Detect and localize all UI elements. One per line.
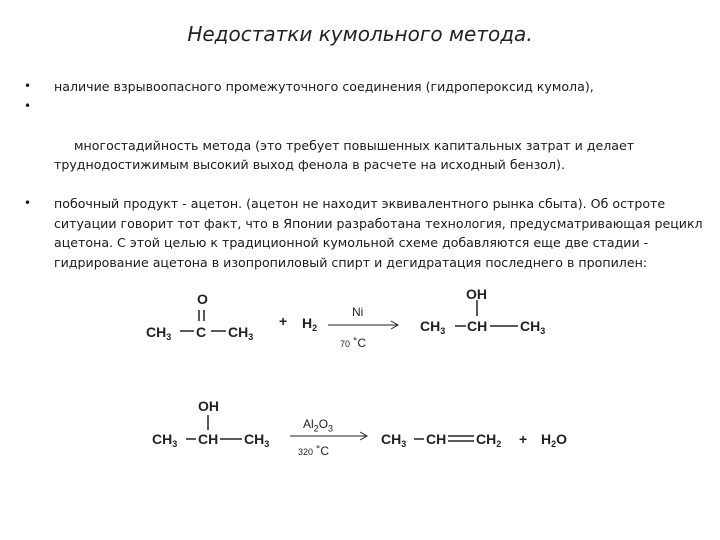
bullet-icon: •: [24, 196, 32, 210]
methylene-group: $CH_2$: [476, 431, 502, 449]
catalyst-label: Ni: [352, 305, 364, 319]
methine-group: CH: [426, 431, 447, 447]
oxygen-atom: O: [197, 291, 208, 307]
bullet-item: [24, 77, 704, 97]
bullet-text: побочный продукт - ацетон. (ацетон не находит эквивалентного рынка сбыта). Об остроте ситуации говорит тот факт, что в Японии разработана технология, предусматривающая рецикл ацетона. С этой целью к традиционной кумольной схеме добавляются еще две стадии - гидрирование ацетона в изопропиловый спирт и дегидратация последнего в пропилен:: [54, 196, 703, 270]
methyl-group: $CH_3$: [520, 318, 546, 336]
bullet-list: [24, 77, 704, 272]
bullet-text: наличие взрывоопасного промежуточного соединения (гидропероксид кумола),: [54, 79, 594, 94]
bullet-icon: •: [24, 98, 32, 113]
bullet-item: [24, 97, 704, 195]
bullet-text: многостадийность метода (это требует повышенных капитальных затрат и делает труднодостижимым высокий выход фенола в расчете на исходный бензол).: [54, 137, 639, 172]
hydroxyl-group: OH: [466, 286, 487, 302]
hydroxyl-group: OH: [198, 398, 219, 414]
methyl-group: $CH_3$: [420, 318, 446, 336]
water-molecule: $H_2O$: [541, 431, 568, 449]
methyl-group: $CH_3$: [244, 431, 270, 449]
methyl-group: $CH_3$: [228, 324, 254, 342]
plus-sign: +: [279, 313, 288, 329]
slide-title: Недостатки кумольного метода.: [187, 22, 533, 46]
bullet-item: [24, 194, 704, 272]
carbonyl-carbon: C: [196, 324, 207, 340]
arrow-head: [360, 432, 367, 440]
catalyst-label: $Al_2O_3$: [303, 417, 334, 434]
plus-sign: +: [519, 431, 528, 447]
methyl-group: $CH_3$: [146, 324, 172, 342]
methine-group: CH: [198, 431, 219, 447]
methine-group: CH: [467, 318, 488, 334]
temperature-label: 320 ˚C: [298, 444, 330, 458]
temperature-label: 70 ˚C: [340, 336, 367, 350]
bullet-icon: •: [24, 79, 32, 93]
methyl-group: $CH_3$: [381, 431, 407, 449]
arrow-head: [391, 321, 398, 329]
hydrogen-molecule: $H_2$: [302, 315, 318, 333]
methyl-group: $CH_3$: [152, 431, 178, 449]
